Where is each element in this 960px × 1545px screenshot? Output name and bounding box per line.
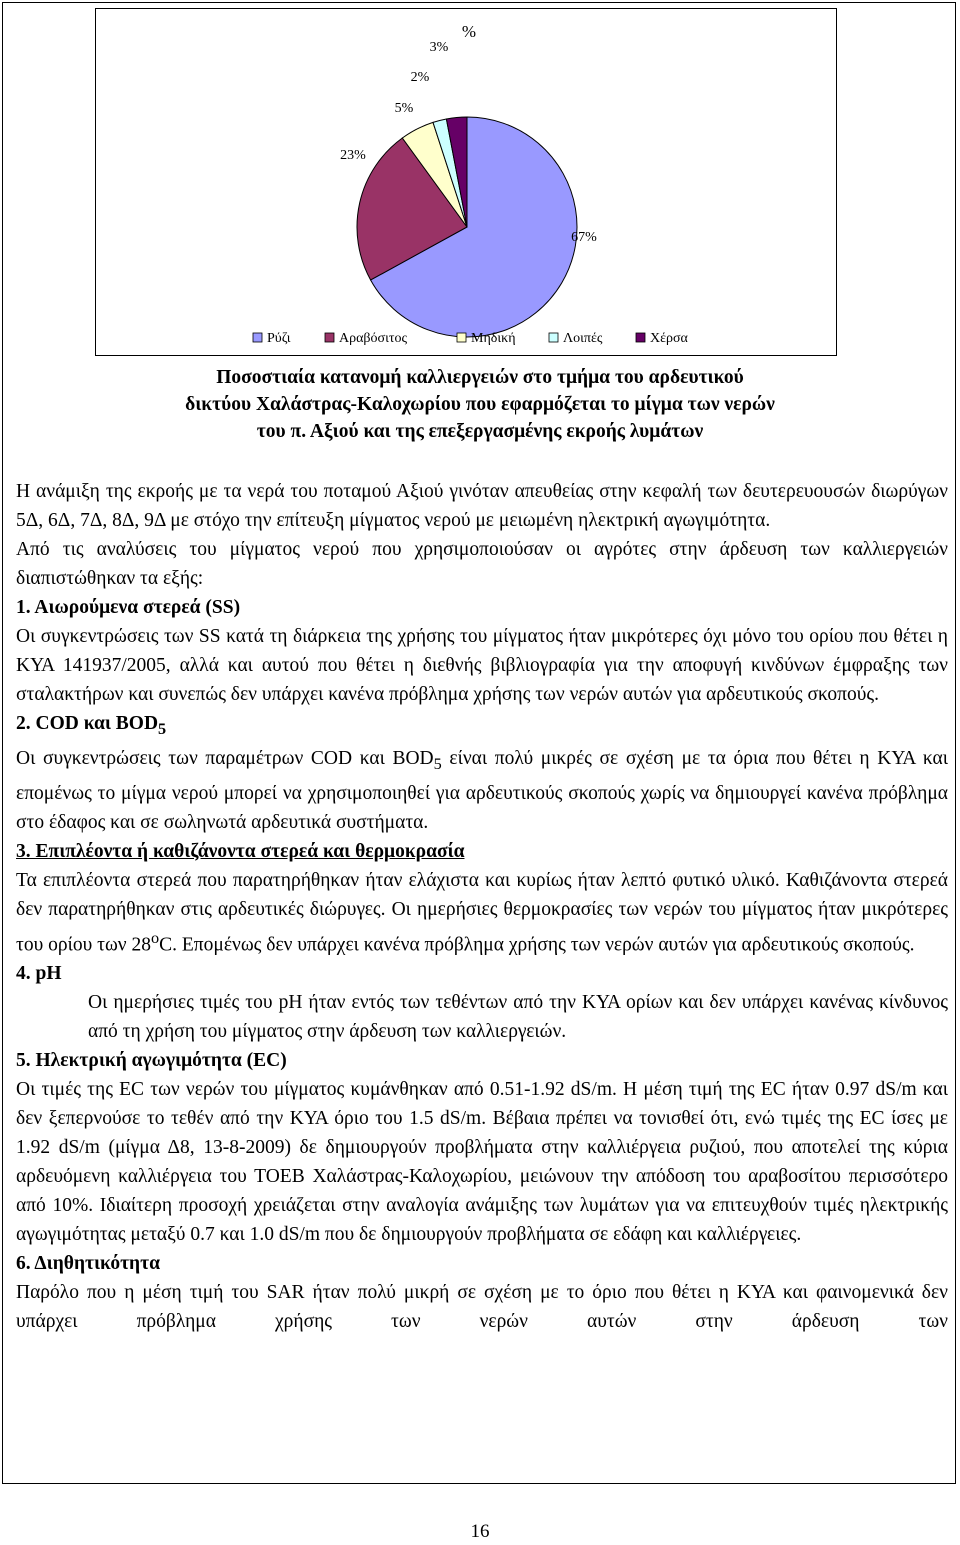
page-number: 16 — [470, 1521, 490, 1542]
pie-label-1: 23% — [340, 148, 366, 163]
legend-swatch-3 — [549, 333, 558, 342]
pie-label-2: 5% — [394, 101, 414, 116]
section-5-heading: 5. Ηλεκτρική αγωγιμότητα (EC) — [16, 1050, 287, 1072]
section-2-heading — [16, 709, 948, 744]
section-6-heading: 6. Διηθητικότητα — [16, 1253, 161, 1275]
section-2-text-subscript: 5 — [433, 754, 442, 773]
chart-title: % — [461, 22, 477, 41]
legend-label-0: Ρύζι — [267, 331, 291, 346]
section-3-heading: 3. Επιπλέοντα ή καθιζάνοντα στερεά και θερμοκρασία — [16, 840, 465, 862]
section-2-text-end: είναι πολύ μικρές σε σχέση με τα όρια που θέτει η ΚΥΑ και επομένως το μίγμα νερού μπορεί να χρησιμοποιηθεί για αρδευτικούς σκοπούς χωρίς να δημιουργεί κανένα πρόβλημα στο έδαφος και σε σωληνωτά αρδευτικά συστήματα. — [16, 747, 948, 833]
section-3-text-superscript: ο — [151, 928, 160, 947]
section-3-text-end: C. Επομένως δεν υπάρχει κανένα πρόβλημα χρήσης των νερών αυτών για αρδευτικούς σκοπούς. — [159, 934, 915, 956]
legend-label-1: Αραβόσιτος — [339, 331, 408, 346]
section-2-text-start: Οι συγκεντρώσεις των παραμέτρων COD και BOD — [16, 747, 434, 769]
section-6-text: Παρόλο που η μέση τιμή του SAR ήταν πολύ μικρή σε σχέση με το όριο που θέτει η ΚΥΑ και φαινομενικά δεν υπάρχει πρόβλημα χρήσης των νερών αυτών στην άρδευση των — [16, 1282, 948, 1333]
legend-swatch-1 — [325, 333, 334, 342]
section-2-heading-text: 2. COD και BOD — [16, 713, 159, 734]
section-4-text: Οι ημερήσιες τιμές του pH ήταν εντός των τεθέντων από την ΚΥΑ ορίων και δεν υπάρχει κανένας κίνδυνος από τη χρήση του μίγματος στην άρδευση των καλλιεργειών. — [88, 992, 948, 1043]
section-2-heading-subscript: 5 — [158, 719, 167, 738]
legend-label-4: Χέρσα — [650, 331, 688, 346]
section-1-text: Οι συγκεντρώσεις των SS κατά τη διάρκεια της χρήσης του μίγματος ήταν μικρότερες όχι μόνο του ορίου που θέτει η ΚΥΑ 141937/2005, αλλά και αυτού που θέτει η διεθνής βιβλιογραφία για την αποφυγή κινδύνων έμφραξης των σταλακτήρων και συνεπώς δεν υπάρχει κανένα πρόβλημα χρήσης των νερών αυτών για αρδευτικούς σκοπούς. — [16, 626, 948, 705]
section-3-text-start: Τα επιπλέοντα στερεά που παρατηρήθηκαν ήταν ελάχιστα και κυρίως ήταν λεπτό φυτικό υλικό. Καθιζάνοντα στερεά δεν παρατηρήθηκαν στις αρδευτικές διώρυγες. Οι ημερήσιες θερμοκρασίες των νερών του μίγματος ήταν μικρότερες του ορίου των 28 — [16, 869, 948, 956]
figure-caption — [60, 364, 900, 445]
section-4-heading: 4. pH — [16, 963, 62, 985]
pie-label-3: 2% — [410, 70, 430, 85]
body-text — [16, 477, 948, 1336]
pie-label-4: 3% — [429, 40, 449, 55]
pie-label-0: 67% — [571, 230, 597, 245]
pie-chart — [95, 8, 837, 356]
section-1-heading: 1. Αιωρούμενα στερεά (SS) — [16, 597, 241, 618]
pie-chart-svg — [96, 9, 838, 357]
intro-paragraph-2: Από τις αναλύσεις του μίγματος νερού που χρησιμοποιούσαν οι αγρότες στην άρδευση των καλλιεργειών διαπιστώθηκαν τα εξής: — [16, 539, 948, 589]
legend-swatch-2 — [457, 333, 466, 342]
legend-label-3: Λοιπές — [563, 331, 603, 346]
legend-label-2: Μηδική — [471, 331, 516, 346]
caption-line-3: του π. Αξιού και της επεξεργασμένης εκροής λυμάτων — [256, 421, 704, 442]
legend-swatch-4 — [636, 333, 645, 342]
intro-paragraph-1: Η ανάμιξη της εκροής με τα νερά του ποταμού Αξιού γινόταν απευθείας στην κεφαλή των δευτερευουσών διωρύγων 5Δ, 6Δ, 7Δ, 8Δ, 9Δ με στόχο την επίτευξη μίγματος νερού με μειωμένη ηλεκτρική αγωγιμότητα. — [16, 481, 948, 531]
caption-line-1: Ποσοστιαία κατανομή καλλιεργειών στο τμήμα του αρδευτικού — [216, 367, 744, 388]
section-2-text — [16, 744, 948, 837]
section-3-text — [16, 866, 948, 960]
legend-swatch-0 — [253, 333, 262, 342]
caption-line-2: δικτύου Χαλάστρας-Καλοχωρίου που εφαρμόζεται το μίγμα των νερών — [185, 394, 775, 415]
section-5-text: Οι τιμές της EC των νερών του μίγματος κυμάνθηκαν από 0.51-1.92 dS/m. Η μέση τιμή της EC ήταν 0.97 dS/m και δεν ξεπερνούσε το τεθέν από την ΚΥΑ όριο του 1.5 dS/m. Βέβαια πρέπει να τονισθεί ότι, ενώ τιμές της EC ίσες με 1.92 dS/m (μίγμα Δ8, 13-8-2009) δε δημιουργούν προβλήματα στην καλλιέργεια ρυζιού, που αποτελεί της κύρια αρδευόμενη καλλιέργεια του ΤΟΕΒ Χαλάστρας-Καλοχωρίου, μειώνουν την απόδοση του αραβοσίτου περισσότερο από 10%. Ιδιαίτερη προσοχή χρειάζεται στην αναλογία ανάμιξης των λυμάτων για να επιτευχθούν τιμές ηλεκτρικής αγωγιμότητας μεταξύ 0.7 και 1.0 dS/m που δε δημιουργούν προβλήματα σε εδάφη και καλλιέργειες. — [16, 1079, 948, 1246]
